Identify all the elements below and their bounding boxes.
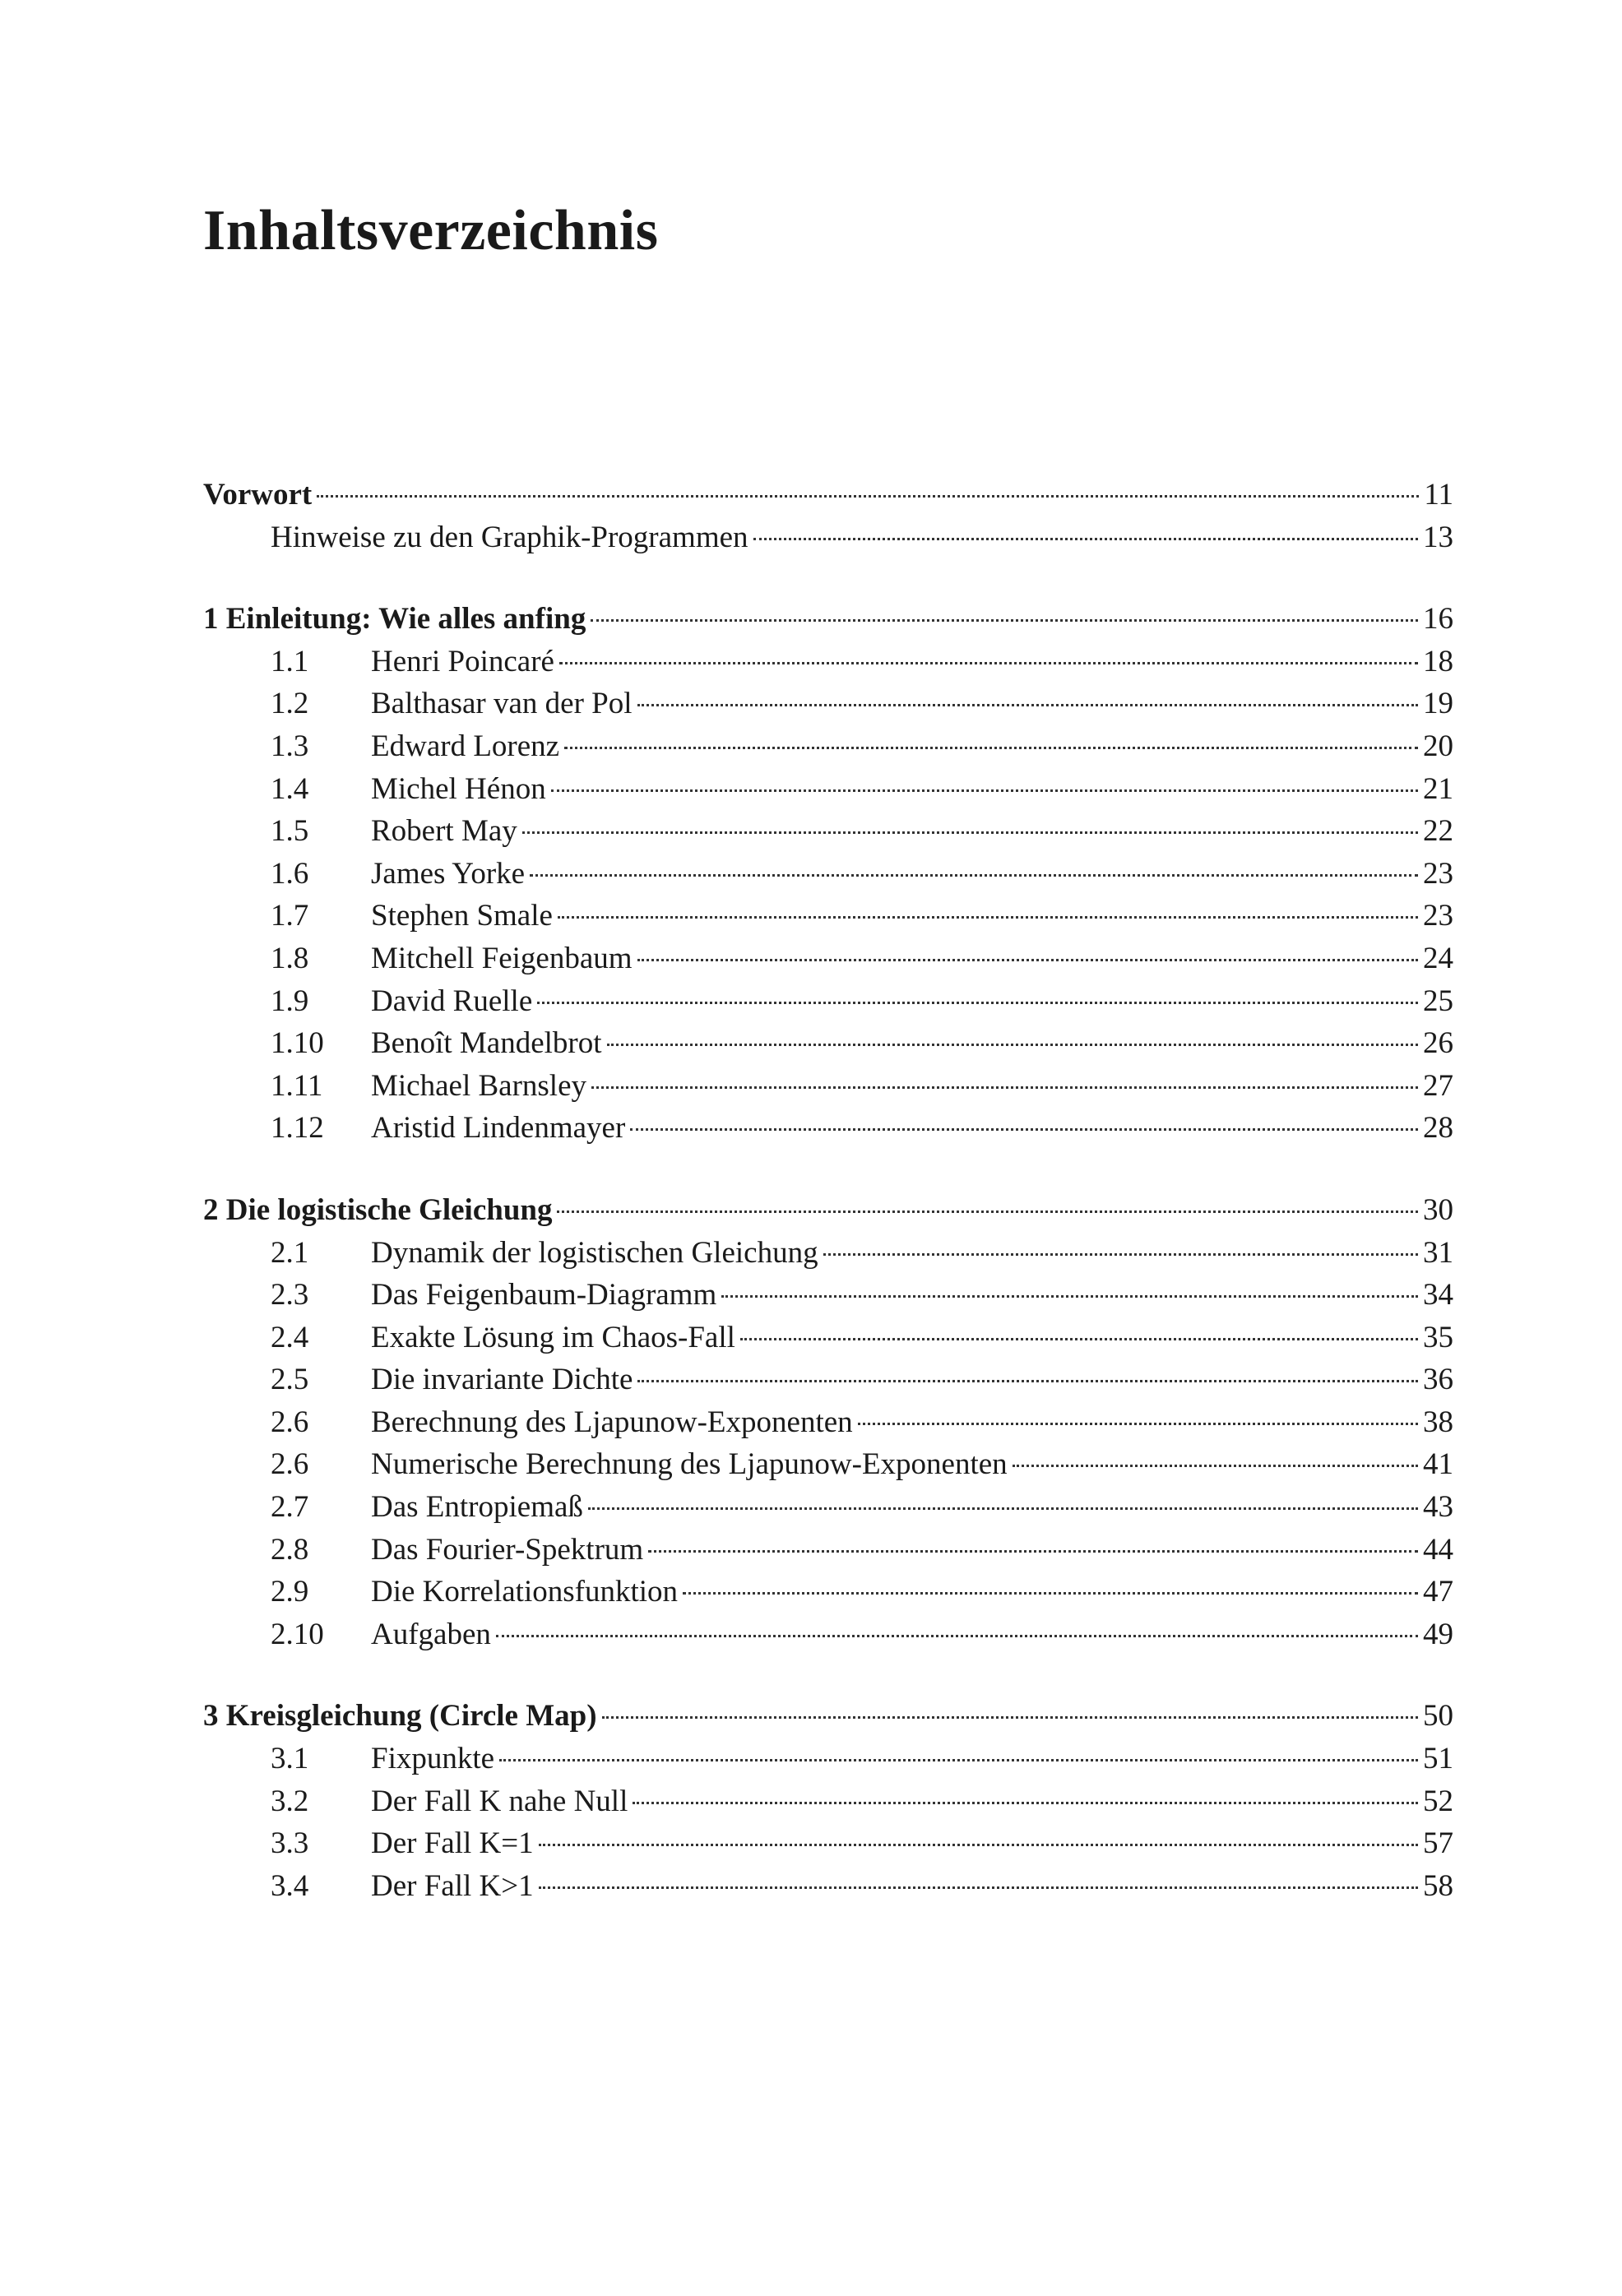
section-number: 1.6 — [271, 856, 309, 891]
chapter-title: Vorwort — [203, 478, 313, 512]
toc-entry[interactable] — [203, 1232, 1453, 1275]
section-number: 2.6 — [271, 1447, 309, 1482]
page-number: 26 — [1423, 1026, 1453, 1061]
page-number: 21 — [1423, 771, 1453, 806]
chapter-title: 1 Einleitung: Wie alles anfing — [203, 602, 586, 636]
page-number: 23 — [1423, 856, 1453, 891]
dot-leader — [637, 704, 1419, 706]
section-number: 2.5 — [271, 1363, 309, 1397]
section-number: 1.8 — [271, 941, 309, 975]
page-number: 47 — [1423, 1575, 1453, 1609]
entry-title: David Ruelle — [371, 984, 533, 1018]
toc-entry[interactable] — [203, 1780, 1453, 1823]
page-number: 31 — [1423, 1235, 1453, 1270]
section-number: 2.10 — [271, 1617, 324, 1651]
toc-entry[interactable] — [203, 1486, 1453, 1529]
toc-chapter-heading[interactable] — [203, 474, 1453, 516]
page-number: 16 — [1423, 602, 1453, 636]
page-number: 38 — [1423, 1405, 1453, 1439]
dot-leader — [683, 1592, 1418, 1595]
entry-title: Das Fourier-Spektrum — [371, 1532, 644, 1567]
entry-title: Der Fall K nahe Null — [371, 1784, 628, 1818]
toc-entry[interactable] — [203, 1571, 1453, 1613]
toc-chapter-heading[interactable] — [203, 598, 1453, 641]
page-number: 43 — [1423, 1490, 1453, 1525]
page-number: 35 — [1423, 1320, 1453, 1354]
dot-leader — [559, 662, 1418, 664]
dot-leader — [591, 619, 1418, 622]
section-number: 3.2 — [271, 1784, 309, 1818]
toc-entry[interactable] — [203, 641, 1453, 683]
entry-title: Das Feigenbaum-Diagramm — [371, 1278, 717, 1312]
page-number: 41 — [1423, 1447, 1453, 1482]
dot-leader — [537, 1002, 1418, 1004]
entry-title: Balthasar van der Pol — [371, 687, 633, 721]
dot-leader — [496, 1635, 1418, 1637]
section-number: 2.8 — [271, 1532, 309, 1567]
toc-section — [203, 1189, 1453, 1656]
entry-title: Hinweise zu den Graphik-Programmen — [271, 520, 748, 554]
dot-leader — [630, 1128, 1418, 1131]
dot-leader — [522, 831, 1418, 834]
dot-leader — [823, 1253, 1418, 1256]
toc-entry[interactable] — [203, 810, 1453, 853]
dot-leader — [637, 959, 1418, 961]
dot-leader — [753, 538, 1418, 540]
page-number: 23 — [1423, 899, 1453, 933]
section-number: 3.3 — [271, 1826, 309, 1861]
entry-title: Exakte Lösung im Chaos-Fall — [371, 1320, 735, 1354]
page-number: 34 — [1423, 1278, 1453, 1312]
section-number: 1.5 — [271, 814, 309, 849]
page-number: 52 — [1423, 1784, 1453, 1818]
toc-entry[interactable] — [203, 768, 1453, 811]
entry-title: Berechnung des Ljapunow-Exponenten — [371, 1405, 853, 1439]
dot-leader — [637, 1380, 1418, 1382]
entry-title: Der Fall K=1 — [371, 1826, 534, 1861]
page-title: Inhaltsverzeichnis — [203, 199, 659, 262]
section-number: 3.1 — [271, 1742, 309, 1776]
page-number: 22 — [1423, 814, 1453, 849]
chapter-title: 3 Kreisgleichung (Circle Map) — [203, 1699, 597, 1734]
dot-leader — [858, 1423, 1418, 1425]
toc-entry[interactable] — [203, 1822, 1453, 1865]
section-number: 1.4 — [271, 771, 309, 806]
entry-title: Aristid Lindenmayer — [371, 1111, 626, 1146]
toc-section — [203, 598, 1453, 1150]
page-number: 30 — [1423, 1192, 1453, 1227]
page-number: 28 — [1423, 1111, 1453, 1146]
entry-title: Benoît Mandelbrot — [371, 1026, 602, 1061]
toc-entry[interactable] — [203, 516, 1453, 559]
toc-entry[interactable] — [203, 1738, 1453, 1780]
dot-leader — [557, 1210, 1418, 1213]
toc-entry[interactable] — [203, 895, 1453, 937]
table-of-contents — [203, 474, 1453, 1947]
entry-title: Mitchell Feigenbaum — [371, 941, 633, 975]
toc-entry[interactable] — [203, 725, 1453, 768]
dot-leader — [648, 1550, 1418, 1553]
page-number: 36 — [1423, 1363, 1453, 1397]
dot-leader — [633, 1802, 1418, 1804]
entry-title: Die invariante Dichte — [371, 1363, 633, 1397]
page-number: 20 — [1423, 729, 1453, 763]
entry-title: Das Entropiemaß — [371, 1490, 583, 1525]
dot-leader — [530, 874, 1418, 877]
section-number: 1.9 — [271, 984, 309, 1018]
page-number: 27 — [1423, 1068, 1453, 1103]
page-number: 51 — [1423, 1742, 1453, 1776]
entry-title: Die Korrelationsfunktion — [371, 1575, 678, 1609]
entry-title: Numerische Berechnung des Ljapunow-Exponenten — [371, 1447, 1008, 1482]
page-number: 25 — [1423, 984, 1453, 1018]
dot-leader — [721, 1295, 1418, 1298]
entry-title: Dynamik der logistischen Gleichung — [371, 1235, 818, 1270]
toc-entry[interactable] — [203, 1529, 1453, 1572]
dot-leader — [607, 1044, 1418, 1046]
section-number: 2.3 — [271, 1278, 309, 1312]
page-number: 50 — [1423, 1699, 1453, 1734]
page-number: 49 — [1423, 1617, 1453, 1651]
toc-entry[interactable] — [203, 1613, 1453, 1656]
dot-leader — [499, 1759, 1418, 1761]
toc-entry[interactable] — [203, 1065, 1453, 1108]
page-number: 58 — [1423, 1868, 1453, 1903]
dot-leader — [539, 1886, 1418, 1889]
dot-leader — [551, 789, 1418, 792]
toc-entry[interactable] — [203, 1359, 1453, 1401]
dot-leader — [591, 1086, 1418, 1089]
entry-title: Der Fall K>1 — [371, 1868, 534, 1903]
page-number: 57 — [1423, 1826, 1453, 1861]
section-number: 1.1 — [271, 644, 309, 678]
toc-entry[interactable] — [203, 853, 1453, 896]
entry-title: James Yorke — [371, 856, 526, 891]
toc-section — [203, 474, 1453, 558]
toc-entry[interactable] — [203, 683, 1453, 725]
toc-section — [203, 1695, 1453, 1907]
toc-entry[interactable] — [203, 1401, 1453, 1444]
toc-entry[interactable] — [203, 1317, 1453, 1359]
dot-leader — [588, 1507, 1418, 1510]
page-number: 11 — [1424, 478, 1453, 512]
toc-entry[interactable] — [203, 1107, 1453, 1150]
entry-title: Edward Lorenz — [371, 729, 560, 763]
dot-leader — [602, 1716, 1418, 1719]
toc-entry[interactable] — [203, 1022, 1453, 1065]
toc-entry[interactable] — [203, 980, 1453, 1023]
section-number: 2.6 — [271, 1405, 309, 1439]
section-number: 2.9 — [271, 1575, 309, 1609]
section-number: 2.7 — [271, 1490, 309, 1525]
section-number: 1.12 — [271, 1111, 324, 1146]
entry-title: Henri Poincaré — [371, 644, 554, 678]
toc-entry[interactable] — [203, 1274, 1453, 1317]
section-number: 1.10 — [271, 1026, 324, 1061]
section-number: 2.4 — [271, 1320, 309, 1354]
entry-title: Robert May — [371, 814, 517, 849]
entry-title: Stephen Smale — [371, 899, 553, 933]
page-number: 18 — [1423, 644, 1453, 678]
section-number: 1.7 — [271, 899, 309, 933]
section-number: 3.4 — [271, 1868, 309, 1903]
entry-title: Aufgaben — [371, 1617, 491, 1651]
entry-title: Michel Hénon — [371, 771, 546, 806]
dot-leader — [1013, 1465, 1418, 1467]
entry-title: Michael Barnsley — [371, 1068, 586, 1103]
section-number: 2.1 — [271, 1235, 309, 1270]
section-number: 1.3 — [271, 729, 309, 763]
entry-title: Fixpunkte — [371, 1742, 495, 1776]
dot-leader — [317, 495, 1419, 498]
dot-leader — [539, 1844, 1418, 1846]
dot-leader — [558, 916, 1418, 919]
section-number: 1.2 — [271, 687, 309, 721]
page-number: 24 — [1423, 941, 1453, 975]
chapter-title: 2 Die logistische Gleichung — [203, 1192, 553, 1227]
toc-chapter-heading[interactable] — [203, 1695, 1453, 1738]
toc-entry[interactable] — [203, 937, 1453, 980]
section-number: 1.11 — [271, 1068, 323, 1103]
page-number: 13 — [1423, 520, 1453, 554]
page-number: 19 — [1423, 687, 1453, 721]
toc-entry[interactable] — [203, 1865, 1453, 1908]
dot-leader — [740, 1338, 1418, 1340]
dot-leader — [564, 747, 1418, 749]
toc-chapter-heading[interactable] — [203, 1189, 1453, 1232]
toc-entry[interactable] — [203, 1443, 1453, 1486]
page-number: 44 — [1423, 1532, 1453, 1567]
